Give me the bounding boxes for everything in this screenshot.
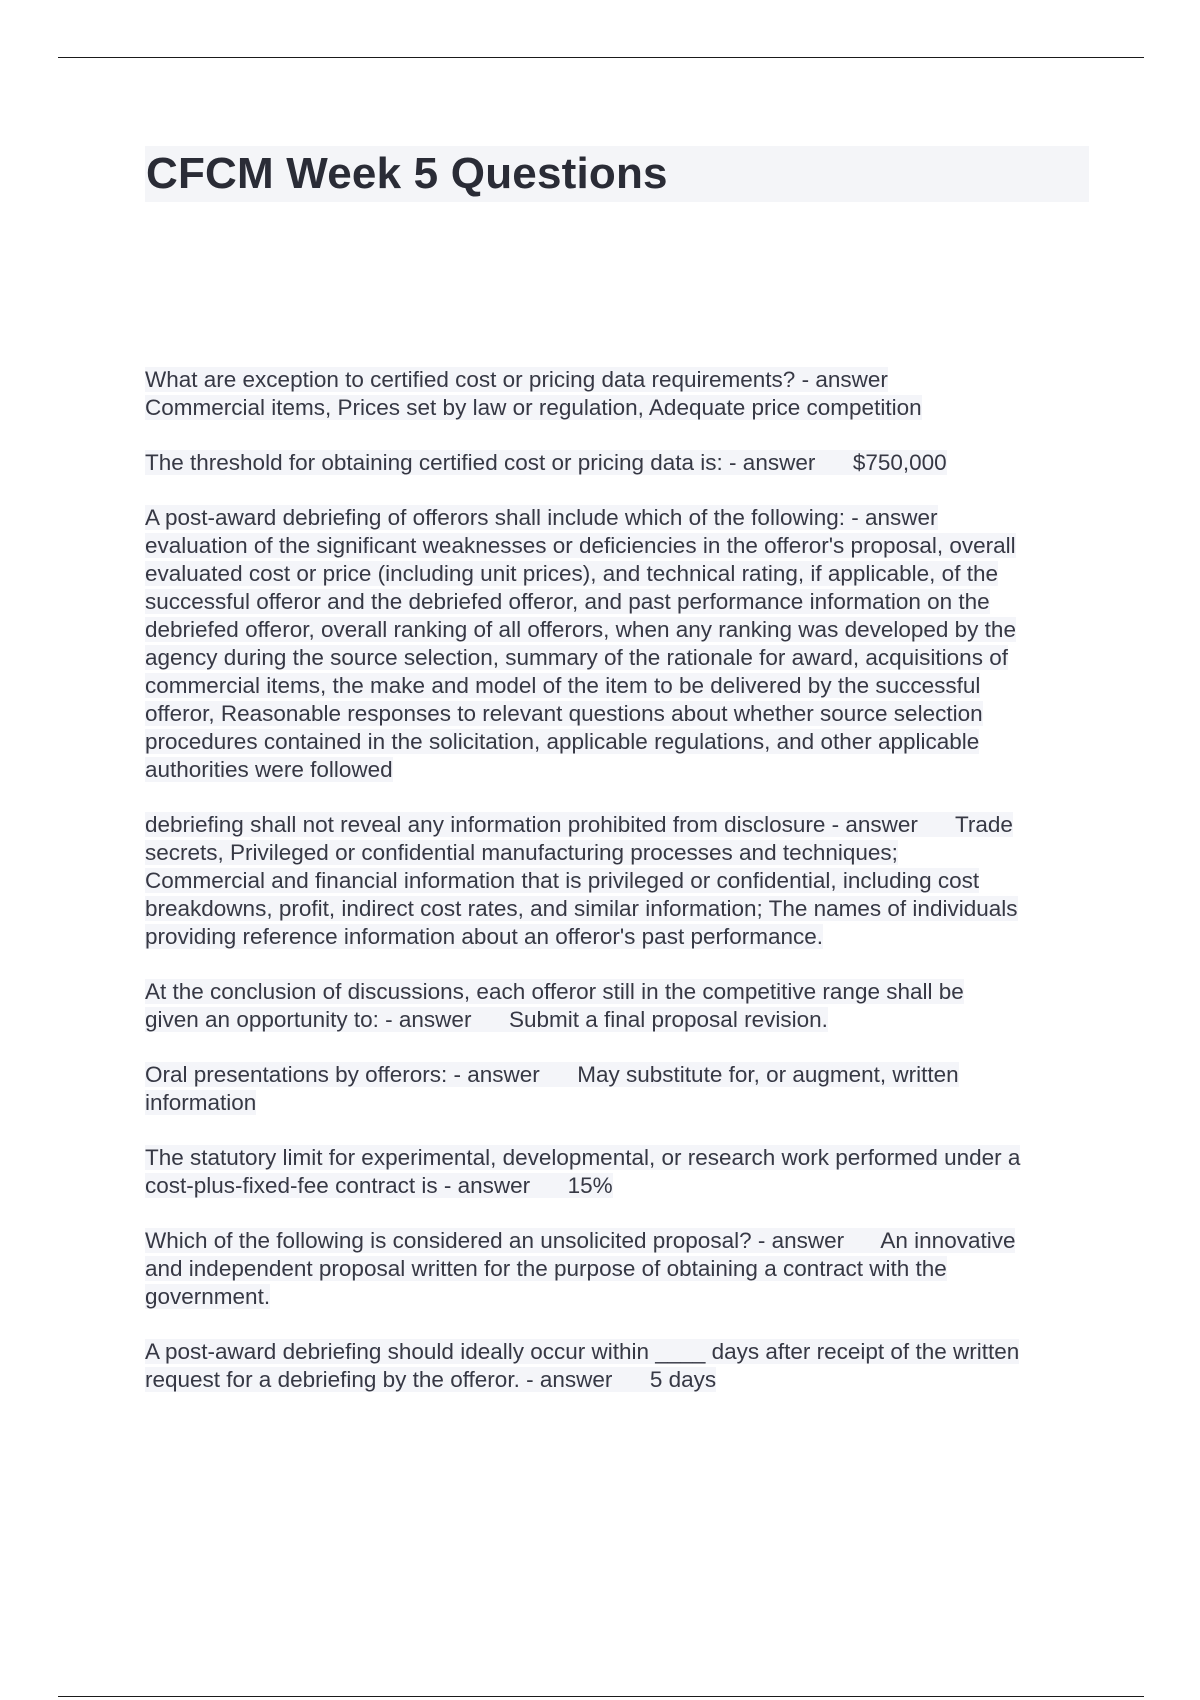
qa-line xyxy=(145,1089,1089,1117)
qa-line xyxy=(145,366,1089,394)
qa-line xyxy=(145,560,1089,588)
qa-line xyxy=(145,394,1089,422)
qa-line-text: Commercial and financial information that is privileged or confidential, including cost xyxy=(145,868,980,893)
qa-list xyxy=(145,366,1089,1421)
qa-line-text: Which of the following is considered an unsolicited proposal? - answer An innovative xyxy=(145,1228,1016,1253)
qa-line xyxy=(145,756,1089,784)
qa-line-text: A post-award debriefing of offerors shall include which of the following: - answer xyxy=(145,505,938,530)
bottom-rule xyxy=(58,1696,1144,1697)
qa-line-text: A post-award debriefing should ideally occur within ____ days after receipt of the written xyxy=(145,1339,1020,1364)
qa-line-text: successful offeror and the debriefed offeror, and past performance information on the xyxy=(145,589,990,614)
qa-line-text: Oral presentations by offerors: - answer May substitute for, or augment, written xyxy=(145,1062,959,1087)
qa-item xyxy=(145,1338,1089,1394)
qa-line xyxy=(145,811,1089,839)
qa-line xyxy=(145,1006,1089,1034)
qa-line-text: request for a debriefing by the offeror. - answer 5 days xyxy=(145,1367,717,1392)
qa-line xyxy=(145,504,1089,532)
qa-line xyxy=(145,700,1089,728)
qa-line-text: evaluated cost or price (including unit prices), and technical rating, if applicable, of the xyxy=(145,561,998,586)
qa-item xyxy=(145,1144,1089,1200)
qa-line-text: authorities were followed xyxy=(145,757,393,782)
qa-line-text: and independent proposal written for the purpose of obtaining a contract with the xyxy=(145,1256,947,1281)
qa-item xyxy=(145,1227,1089,1311)
qa-line xyxy=(145,839,1089,867)
qa-line-text: commercial items, the make and model of the item to be delivered by the successful xyxy=(145,673,981,698)
top-rule xyxy=(58,57,1144,58)
qa-line-text: debriefing shall not reveal any information prohibited from disclosure - answer Trade xyxy=(145,812,1013,837)
qa-line xyxy=(145,672,1089,700)
qa-line-text: cost-plus-fixed-fee contract is - answer 15% xyxy=(145,1173,613,1198)
qa-line xyxy=(145,867,1089,895)
qa-line-text: providing reference information about an offeror's past performance. xyxy=(145,924,824,949)
qa-item xyxy=(145,366,1089,422)
qa-item xyxy=(145,1061,1089,1117)
qa-line-text: The statutory limit for experimental, developmental, or research work performed under a xyxy=(145,1145,1021,1170)
qa-line-text: The threshold for obtaining certified cost or pricing data is: - answer $750,000 xyxy=(145,450,947,475)
qa-line xyxy=(145,1227,1089,1255)
qa-line-text: given an opportunity to: - answer Submit a final proposal revision. xyxy=(145,1007,828,1032)
qa-line-text: What are exception to certified cost or pricing data requirements? - answer xyxy=(145,367,888,392)
qa-line-text: offeror, Reasonable responses to relevant questions about whether source selection xyxy=(145,701,983,726)
qa-line xyxy=(145,644,1089,672)
qa-item xyxy=(145,978,1089,1034)
qa-line xyxy=(145,1283,1089,1311)
qa-line-text: agency during the source selection, summary of the rationale for award, acquisitions of xyxy=(145,645,1008,670)
qa-line xyxy=(145,616,1089,644)
qa-line xyxy=(145,1061,1089,1089)
qa-line-text: procedures contained in the solicitation, applicable regulations, and other applicable xyxy=(145,729,980,754)
qa-line xyxy=(145,895,1089,923)
qa-item xyxy=(145,504,1089,784)
qa-line-text: At the conclusion of discussions, each offeror still in the competitive range shall be xyxy=(145,979,964,1004)
qa-line xyxy=(145,728,1089,756)
qa-line xyxy=(145,978,1089,1006)
qa-line-text: breakdowns, profit, indirect cost rates, and similar information; The names of individuals xyxy=(145,896,1018,921)
qa-line xyxy=(145,1366,1089,1394)
qa-line xyxy=(145,588,1089,616)
qa-item xyxy=(145,449,1089,477)
qa-line xyxy=(145,449,1089,477)
qa-line xyxy=(145,1255,1089,1283)
qa-line-text: government. xyxy=(145,1284,271,1309)
qa-line-text: secrets, Privileged or confidential manufacturing processes and techniques; xyxy=(145,840,898,865)
page-title: CFCM Week 5 Questions xyxy=(146,149,668,198)
qa-line xyxy=(145,1338,1089,1366)
qa-line xyxy=(145,1144,1089,1172)
qa-line-text: evaluation of the significant weaknesses or deficiencies in the offeror's proposal, overall xyxy=(145,533,1016,558)
qa-item xyxy=(145,811,1089,951)
qa-line xyxy=(145,1172,1089,1200)
qa-line-text: information xyxy=(145,1090,257,1115)
qa-line-text: debriefed offeror, overall ranking of all offerors, when any ranking was developed by the xyxy=(145,617,1016,642)
qa-line xyxy=(145,532,1089,560)
qa-line-text: Commercial items, Prices set by law or regulation, Adequate price competition xyxy=(145,395,922,420)
qa-line xyxy=(145,923,1089,951)
